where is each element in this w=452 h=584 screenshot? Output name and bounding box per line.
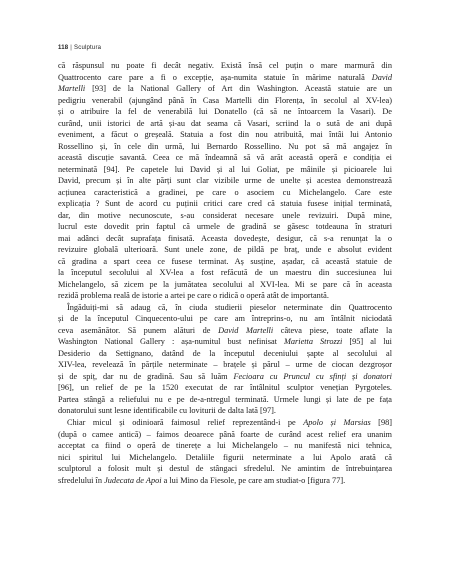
text-line	[58, 348, 392, 360]
text-line	[58, 164, 392, 176]
text-run: ceva asemănător. Să punem alături de	[58, 325, 219, 335]
text-run: Partea stângă a reliefului nu e pe de-a-ntregul terminată. Urmele lungi și late de pe fața	[58, 394, 392, 404]
text-line	[58, 118, 392, 130]
text-run: eveniment, a făcut o greșeală. Statuia a fost din nou atribuită, mai întâi lui Antonio	[58, 130, 392, 140]
text-line	[58, 313, 392, 325]
text-line	[58, 244, 392, 256]
text-line	[58, 129, 392, 141]
text-line	[58, 336, 392, 348]
italic-title: Judecata de Apoi	[104, 475, 162, 485]
text-run: că răspunsul nu poate fi decât negativ. Există însă cel puțin o mare marmură din	[58, 61, 392, 70]
text-run: la începutul secolului al XV-lea a fost refăcută de un maestru din succesiunea lui	[58, 268, 392, 278]
text-run: rezidă problema reală de istorie a artei pe care o ridică o operă atât de importantă.	[58, 291, 329, 301]
text-run: pedigriu venerabil (ajungând până în Casa Martelli din Florența, în secolul al XV-lea)	[58, 95, 392, 105]
header-separator: |	[70, 45, 73, 51]
text-run: sfredelului în	[58, 475, 105, 485]
text-line	[58, 417, 392, 429]
text-run: dar, din motive necunoscute, s-au considerat necesare unele revizuiri. După mine,	[58, 210, 392, 220]
text-run: Washington National Gallery : așa-numitul bust nefinisat	[58, 337, 284, 347]
text-run: Desiderio da Settignano, datând de la începutul deceniului șapte al secolului al	[58, 348, 392, 358]
text-run: Quattrocento care pare a fi o excepție, așa-numita statuie în mărime naturală	[58, 72, 372, 82]
italic-title: Martelli	[58, 84, 86, 94]
text-line	[58, 302, 392, 314]
text-line	[58, 359, 392, 371]
running-header	[58, 45, 101, 51]
italic-title: Fecioara cu Pruncul cu sfinți și donatori	[233, 371, 392, 381]
text-run: și de spiț, dar nu de gradină. Sau să luăm	[58, 371, 234, 381]
text-run: Îngăduiți-mi să adaug că, în ciuda studierii pieselor neterminate din Quattrocento	[67, 302, 392, 312]
text-run: Michelangelo, să zicem pe la jumătatea secolului al XVI-lea. Mi se pare că în aceasta	[58, 279, 392, 289]
text-run: [95] al lui	[342, 337, 392, 347]
text-run: și de la începutul Cinquecento-ului pe care am întreprins-o, nu am întâlnit niciodată	[58, 314, 392, 324]
text-line	[58, 83, 392, 95]
text-run: nici spiritul lui Michelangelo. Detaliile figurii neterminate a lui Apolo arată că	[58, 452, 392, 462]
text-line	[58, 325, 392, 337]
text-line	[58, 152, 392, 164]
text-run: Chiar micul și odinioară faimosul relief reprezentând-i pe	[67, 417, 304, 427]
italic-title: Apolo și Marsias	[303, 417, 371, 427]
text-line	[58, 198, 392, 210]
text-line	[58, 141, 392, 153]
text-run: sculptorul a folosit mult și destul de stângaci sfredelul. Ne amintim de întrebuințarea	[58, 464, 392, 474]
text-run: această discuție savantă. Ceea ce mă îndeamnă să vă arăt această operă e condiția ei	[58, 153, 392, 163]
text-line	[58, 382, 392, 394]
text-line	[58, 279, 392, 291]
text-line	[58, 256, 392, 268]
text-line	[58, 267, 392, 279]
text-run: a lui Mino da Fiesole, pe care am studiat-o [figura 77].	[161, 475, 346, 485]
text-line	[58, 72, 392, 84]
text-line	[58, 394, 392, 406]
text-line	[58, 463, 392, 475]
italic-title: Marietta Strozzi	[283, 337, 343, 347]
text-run: XIV-lea, revelează în părțile neterminate – brațele și părul – urme de ciocan dezgroșor	[58, 360, 392, 370]
text-run: câteva piese, toate aflate la	[273, 325, 392, 335]
text-run: lucrul este dovedit prin faptul că urmele de gradină se găsesc totdeauna în straturi	[58, 222, 392, 232]
text-run: David, precum și în alte părți sunt clar vizibile urme de unelte și acestea demonstrează	[58, 176, 392, 186]
text-line	[58, 405, 392, 417]
text-line	[58, 475, 392, 487]
text-line	[58, 452, 392, 464]
text-line	[58, 429, 392, 441]
text-line	[58, 440, 392, 452]
text-line	[58, 106, 392, 118]
text-run: [93] de la National Gallery of Art din Washington. Această statuie are un	[85, 84, 392, 94]
italic-title: David Martelli	[218, 325, 274, 335]
text-run: curând, unii istorici de artă și-au dat seama că Vasari, scriind la o sută de ani după	[58, 118, 392, 128]
text-run: explicația ? Sunt de acord cu puținii critici care cred că statuia fusese inițial terminată,	[58, 199, 392, 209]
text-line	[58, 175, 392, 187]
text-run: că gradina a spart ceea ce fusese terminat. Aș susține, așadar, că această statuie de	[58, 256, 392, 266]
text-run: [96], un relief de pe la 1520 executat de rar întâlnitul sculptor venețian Pyrgoteles.	[58, 383, 392, 393]
text-run: [98]	[370, 417, 392, 427]
text-line	[58, 290, 392, 302]
text-run: Rossellino și, în cele din urmă, lui Bernardo Rossellino. Nu pot să mă angajez în	[58, 141, 392, 151]
text-run: revizuire globală ulterioară. Sunt unele zone, de pildă pe braț, unde e absolut evident	[58, 245, 392, 255]
text-run: acceptat ca fiind o operă de tinerețe a lui Michelangelo – nu manifestă nici tehnica,	[58, 441, 392, 451]
text-line	[58, 95, 392, 107]
italic-title: David	[371, 72, 392, 82]
text-line	[58, 210, 392, 222]
text-run: mai adânci decât suprafața finisată. Aceasta dovedește, desigur, că s-a renunțat la o	[58, 233, 392, 243]
text-line	[58, 233, 392, 245]
text-line	[58, 187, 392, 199]
text-run: și o atribuire la fel de venerabilă lui Donatello (că să ne întoarcem la Vasari). De	[58, 107, 392, 117]
text-line	[58, 371, 392, 383]
text-run: (după o camee antică) – faimos deoarece până foarte de curând acest relief era unanim	[58, 429, 392, 439]
text-run: acțiunea caracteristică a gradinei, pe care o asociem cu Michelangelo. Care este	[58, 187, 392, 197]
text-run: neterminată [94]. Pe capetele lui David și al lui Goliat, pe mâinile și picioarele lui	[58, 164, 392, 174]
page-number: 118	[58, 45, 69, 51]
running-title: Sculptura	[74, 45, 102, 51]
text-line	[58, 60, 392, 72]
body-text	[58, 60, 392, 486]
text-run: donatorului sunt lesne identificabile cu loviturii de dalta lată [97].	[58, 406, 276, 416]
text-line	[58, 221, 392, 233]
